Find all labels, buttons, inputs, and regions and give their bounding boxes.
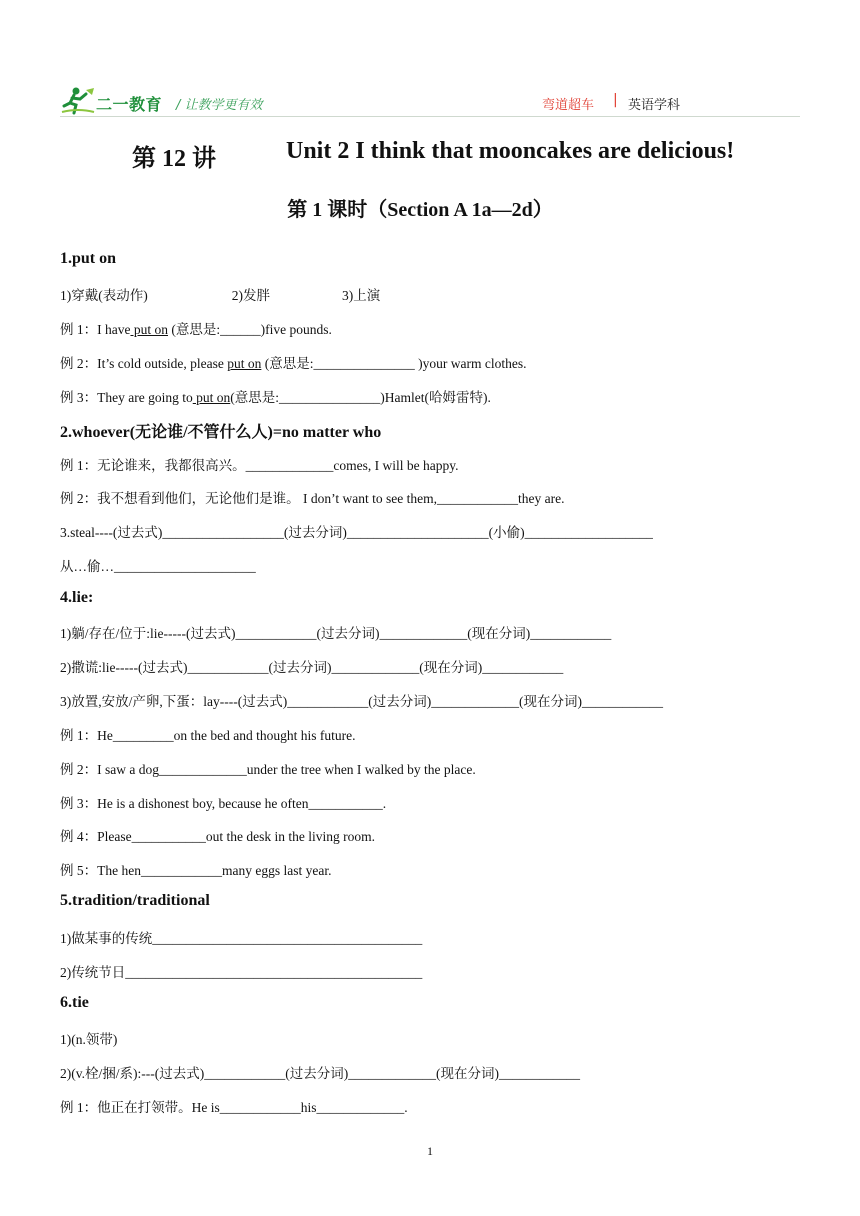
example-text: 例 1：I have bbox=[60, 322, 131, 337]
example-sentence bbox=[60, 318, 332, 338]
unit-title: Unit 2 I think that mooncakes are delicious! bbox=[286, 138, 735, 164]
example-sentence bbox=[60, 386, 491, 406]
example-text: (意思是:______)five pounds. bbox=[168, 322, 332, 337]
example-text: 例 3：They are going to bbox=[60, 390, 193, 405]
exercise-line: 1)(n.领带) bbox=[60, 1032, 118, 1047]
slogan: / 让教学更有效 bbox=[176, 98, 263, 113]
lesson-number: 第 12 讲 bbox=[132, 146, 216, 172]
section-heading: 1.put on bbox=[60, 250, 117, 267]
underlined-phrase: put on bbox=[192, 390, 231, 405]
option-text: 1)穿戴(表动作) bbox=[60, 288, 148, 303]
subject-label: 英语学科 bbox=[628, 98, 681, 113]
exercise-line: 3)放置,安放/产卵,下蛋：lay----(过去式)____________(过去分词)_____________(现在分词)____________ bbox=[60, 694, 663, 709]
exercise-line: 2)传统节日____________________________________________ bbox=[60, 965, 423, 980]
section-heading: 5.tradition/traditional bbox=[60, 892, 210, 909]
example-sentence: 例 2：我不想看到他们，无论他们是谁。 I don’t want to see them,____________they are. bbox=[60, 491, 565, 506]
exercise-line: 1)躺/存在/位于:lie-----(过去式)____________(过去分词)_____________(现在分词)____________ bbox=[60, 626, 612, 641]
section-heading: 4.lie: bbox=[60, 589, 94, 606]
example-sentence: 例 3：He is a dishonest boy, because he often___________. bbox=[60, 796, 387, 811]
brand-separator: | bbox=[613, 92, 618, 108]
logo-text: 二一教育 bbox=[96, 95, 163, 114]
page-subtitle: 第 1 课时（Section A 1a—2d） bbox=[287, 199, 553, 221]
underlined-phrase: put on bbox=[130, 322, 168, 337]
example-text: (意思是:_______________)Hamlet(哈姆雷特). bbox=[230, 390, 491, 405]
exercise-line: 2)撒谎:lie-----(过去式)____________(过去分词)_____________(现在分词)____________ bbox=[60, 660, 564, 675]
meaning-options bbox=[60, 284, 380, 304]
option-text: 2)发胖 bbox=[231, 288, 270, 303]
example-sentence: 例 1：He_________on the bed and thought his future. bbox=[60, 728, 356, 743]
exercise-line: 从…偷…_____________________ bbox=[60, 559, 256, 574]
example-sentence: 例 4：Please___________out the desk in the living room. bbox=[60, 829, 375, 844]
example-sentence: 例 2：I saw a dog_____________under the tree when I walked by the place. bbox=[60, 762, 476, 777]
example-sentence bbox=[60, 352, 526, 372]
brand-label: 弯道超车 bbox=[542, 98, 595, 113]
page-number: 1 bbox=[427, 1144, 433, 1158]
underlined-phrase: put on bbox=[227, 356, 262, 371]
exercise-line: 2)(v.栓/捆/系):---(过去式)____________(过去分词)_____________(现在分词)____________ bbox=[60, 1066, 580, 1081]
example-text: (意思是:_______________ )your warm clothes. bbox=[261, 356, 527, 371]
page-header bbox=[60, 86, 800, 120]
option-text: 3)上演 bbox=[342, 288, 381, 303]
example-sentence: 例 1：无论谁来，我都很高兴。_____________comes, I will be happy. bbox=[60, 458, 459, 473]
exercise-line: 1)做某事的传统________________________________________ bbox=[60, 931, 423, 946]
section-heading: 6.tie bbox=[60, 994, 89, 1011]
exercise-line: 3.steal----(过去式)__________________(过去分词)_____________________(小偷)___________________ bbox=[60, 525, 653, 540]
example-sentence: 例 1：他正在打领带。He is____________his_____________. bbox=[60, 1100, 408, 1115]
logo bbox=[60, 86, 170, 118]
example-sentence: 例 5：The hen____________many eggs last year. bbox=[60, 863, 332, 878]
section-heading: 2.whoever(无论谁/不管什么人)=no matter who bbox=[60, 424, 382, 441]
example-text: 例 2：It’s cold outside, please bbox=[60, 356, 228, 371]
runner-logo-icon bbox=[60, 86, 96, 116]
header-divider bbox=[60, 116, 800, 117]
